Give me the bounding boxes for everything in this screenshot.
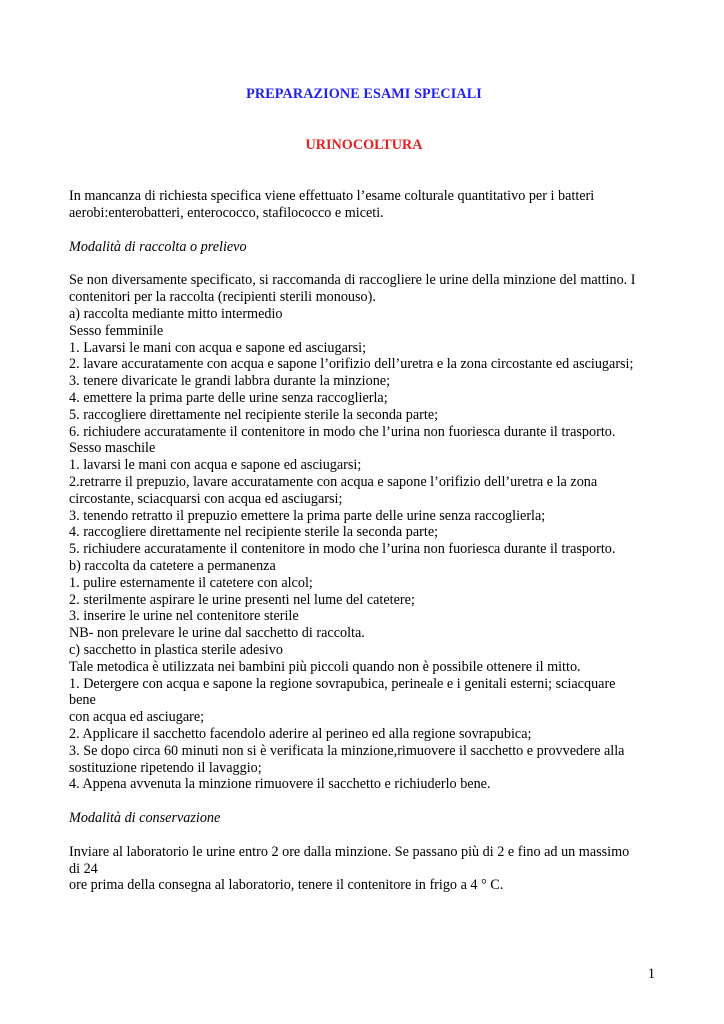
- text-line: 4. Appena avvenuta la minzione rimuovere il sacchetto e richiuderlo bene.: [69, 776, 491, 793]
- section-conservazione: [69, 844, 659, 894]
- section-raccolta: [69, 272, 659, 793]
- section-heading-raccolta: Modalità di raccolta o prelievo: [69, 238, 247, 255]
- text-line: 2. sterilmente aspirare le urine presenti nel lume del catetere;: [69, 591, 415, 608]
- text-line: 5. raccogliere direttamente nel recipiente sterile la seconda parte;: [69, 406, 439, 423]
- text-line: 2.retrarre il prepuzio, lavare accuratamente con acqua e sapone l’orifizio dell’uretra e la zona: [69, 473, 598, 490]
- intro-paragraph: [69, 188, 659, 222]
- text-line: aerobi:enterobatteri, enterococco, stafilococco e miceti.: [69, 204, 384, 221]
- text-line: Sesso femminile: [69, 322, 164, 339]
- text-line: Se non diversamente specificato, si raccomanda di raccogliere le urine della minzione del mattino. I: [69, 272, 636, 289]
- text-line: ore prima della consegna al laboratorio, tenere il contenitore in frigo a 4 ° C.: [69, 877, 504, 894]
- document-subtitle: URINOCOLTURA: [305, 137, 423, 153]
- text-line: b) raccolta da catetere a permanenza: [69, 557, 276, 574]
- section-heading-conservazione: Modalità di conservazione: [69, 810, 221, 827]
- text-line: In mancanza di richiesta specifica viene effettuato l’esame colturale quantitativo per i batteri: [69, 188, 595, 204]
- text-line: 3. tenere divaricate le grandi labbra durante la minzione;: [69, 373, 391, 390]
- text-line: di 24: [69, 860, 98, 877]
- page-number: 1: [647, 966, 655, 982]
- document-body: [69, 188, 659, 894]
- document-page: [69, 0, 659, 1024]
- text-line: NB- non prelevare le urine dal sacchetto di raccolta.: [69, 625, 365, 642]
- text-line: 4. emettere la prima parte delle urine senza raccoglierla;: [69, 389, 388, 406]
- text-line: Tale metodica è utilizzata nei bambini più piccoli quando non è possibile ottenere il mitto.: [69, 658, 581, 675]
- text-line: 5. richiudere accuratamente il contenitore in modo che l’urina non fuoriesca durante il trasporto.: [69, 541, 616, 558]
- text-line: 2. lavare accuratamente con acqua e sapone l’orifizio dell’uretra e la zona circostante ed asciugarsi;: [69, 356, 634, 373]
- text-line: bene: [69, 692, 96, 709]
- text-line: 3. inserire le urine nel contenitore sterile: [69, 608, 299, 625]
- text-line: con acqua ed asciugare;: [69, 709, 205, 726]
- document-title: PREPARAZIONE ESAMI SPECIALI: [246, 86, 482, 102]
- text-line: 1. Detergere con acqua e sapone la regione sovrapubica, perineale e i genitali esterni; sciacquare: [69, 675, 616, 692]
- text-line: contenitori per la raccolta (recipienti sterili monouso).: [69, 289, 376, 306]
- text-line: 6. richiudere accuratamente il contenitore in modo che l’urina non fuoriesca durante il trasporto.: [69, 423, 616, 440]
- text-line: sostituzione ripetendo il lavaggio;: [69, 759, 262, 776]
- text-line: 2. Applicare il sacchetto facendolo aderire al perineo ed alla regione sovrapubica;: [69, 725, 532, 742]
- text-line: 3. Se dopo circa 60 minuti non si è verificata la minzione,rimuovere il sacchetto e provvedere alla: [69, 742, 625, 759]
- text-line: 3. tenendo retratto il prepuzio emettere la prima parte delle urine senza raccoglierla;: [69, 507, 546, 524]
- text-line: 1. Lavarsi le mani con acqua e sapone ed asciugarsi;: [69, 339, 367, 356]
- text-line: 1. pulire esternamente il catetere con alcol;: [69, 574, 313, 591]
- text-line: Inviare al laboratorio le urine entro 2 ore dalla minzione. Se passano più di 2 e fino ad un massimo: [69, 843, 630, 860]
- text-line: circostante, sciacquarsi con acqua ed asciugarsi;: [69, 490, 343, 507]
- text-line: 4. raccogliere direttamente nel recipiente sterile la seconda parte;: [69, 524, 439, 541]
- text-line: 1. lavarsi le mani con acqua e sapone ed asciugarsi;: [69, 457, 362, 474]
- text-line: c) sacchetto in plastica sterile adesivo: [69, 641, 283, 658]
- text-line: a) raccolta mediante mitto intermedio: [69, 305, 283, 322]
- text-line: Sesso maschile: [69, 440, 156, 457]
